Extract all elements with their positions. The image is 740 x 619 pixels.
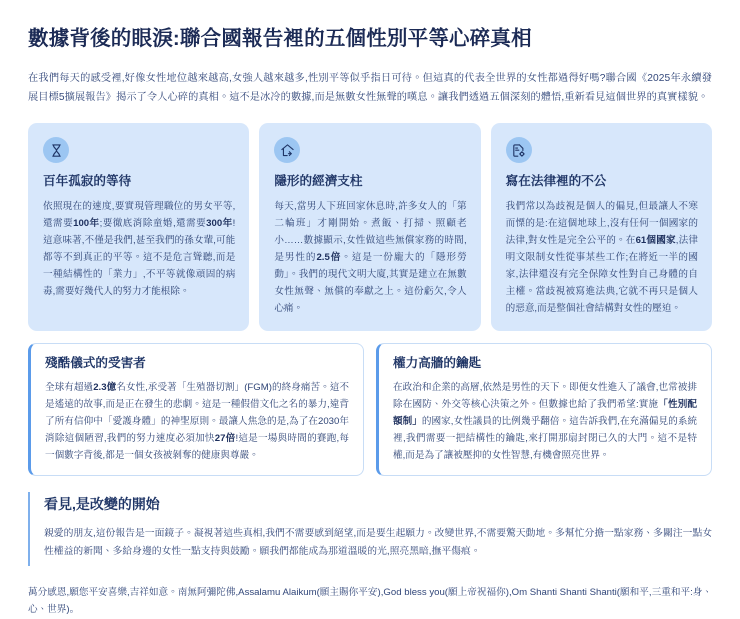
legal-document-icon <box>506 137 532 163</box>
intro-paragraph: 在我們每天的感受裡,好像女性地位越來越高,女強人越來越多,性別平等似乎指日可待。但這真的代表全世界的女性都過得好嗎?聯合國《2025年永續發展目標5擴展報告》揭示了令人心碎的真相。這不是冰冷的數據,而是無數女性無聲的嘆息。讓我們透過五個深刻的體悟,重新看見這個世界的真實樣貌。 <box>28 72 712 103</box>
insight-card-outlined <box>28 343 364 476</box>
page-title: 數據背後的眼淚:聯合國報告裡的五個性別平等心碎真相 <box>28 27 532 50</box>
insight-card-body: 在政治和企業的高層,依然是男性的天下。即便女性進入了議會,也常被排除在國防、外交等核心決策之外。但數據也給了我們希望:實施「性別配額制」的國家,女性議員的比例幾乎翻倍。這告訴我們,在充滿偏見的系統裡,我們需要一把結構性的鑰匙,來打開那扇封閉已久的大門。這不是特權,而是為了讓被壓抑的女性智慧,有機會照亮世界。 <box>393 381 698 461</box>
footer-blessing: 萬分感恩,願您平安喜樂,吉祥如意。南無阿彌陀佛,Assalamu Alaikum(願主賜你平安),God bless you(願上帝祝福你),Om Shanti Shanti Shanti(願和平,三重和平:身、心、世界)。 <box>28 587 712 616</box>
insight-card-body: 我們常以為歧視是個人的偏見,但最讓人不寒而慄的是:在這個地球上,沒有任何一個國家的法律,對女性是完全公平的。在61個國家,法律明文限制女性從事某些工作;在將近一半的國家,法律還沒有完全保障女性對自己身體的自主權。當歧視被寫進法典,它就不再只是個人的惡意,而是整個社會結構對女性的壓迫。 <box>505 200 698 315</box>
insight-card-outlined <box>376 343 712 476</box>
insight-card-body: 依照現在的速度,要實現管理職位的男女平等,還需要100年;要徹底消除童婚,還需要300年!這意味著,不僅是我們,甚至我們的孫女輩,可能都等不到真正的平等。這不是危言聳聽,而是一種結構性的「業力」,不平等就像頑固的病毒,需要好幾代人的努力才能根除。 <box>43 200 236 298</box>
insight-card-heading: 權力高牆的鑰匙 <box>393 356 482 371</box>
insight-card-heading: 殘酷儀式的受害者 <box>45 356 146 371</box>
insight-cards-row-top <box>28 123 712 331</box>
insight-card <box>491 123 712 331</box>
insight-card-body: 全球有超過2.3億名女性,承受著「生殖器切割」(FGM)的終身痛苦。這不是遙遠的故事,而是正在發生的悲劇。這是一種假借文化之名的暴力,違背了所有信仰中「愛護身體」的神聖原則。最讓人焦急的是,為了在2030年消除這個陋習,我們的努力速度必須加快27倍!這是一場與時間的賽跑,每一個數字背後,都是一個女孩被剝奪的健康與尊嚴。 <box>45 381 350 461</box>
conclusion-heading: 看見,是改變的開始 <box>44 495 160 512</box>
conclusion-body: 親愛的朋友,這份報告是一面鏡子。凝視著這些真相,我們不需要感到絕望,而是要生起願力。改變世界,不需要驚天動地。多幫忙分擔一點家務、多關注一點女性權益的新聞、多給身邊的女性一點支持與鼓勵。願我們都能成為那道溫暖的光,照亮黑暗,撫平傷痕。 <box>44 527 712 558</box>
insight-card-heading: 寫在法律裡的不公 <box>505 174 607 189</box>
insight-card <box>28 123 249 331</box>
insight-card-heading: 百年孤寂的等待 <box>43 174 132 189</box>
conclusion-section <box>28 492 712 566</box>
insight-cards-row-bottom <box>28 343 712 476</box>
hourglass-icon <box>43 137 69 163</box>
insight-card <box>259 123 480 331</box>
insight-card-heading: 隱形的經濟支柱 <box>274 174 363 189</box>
home-arrow-icon <box>274 137 300 163</box>
insight-card-body: 每天,當男人下班回家休息時,許多女人的「第二輪班」才剛開始。煮飯、打掃、照顧老小……數據顯示,女性做這些無償家務的時間,是男性的2.5倍。這是一份龐大的「隱形勞動」。我們的現代文明大廈,其實是建立在無數女性無聲、無償的奉獻之上。這份虧欠,令人心痛。 <box>274 200 467 315</box>
